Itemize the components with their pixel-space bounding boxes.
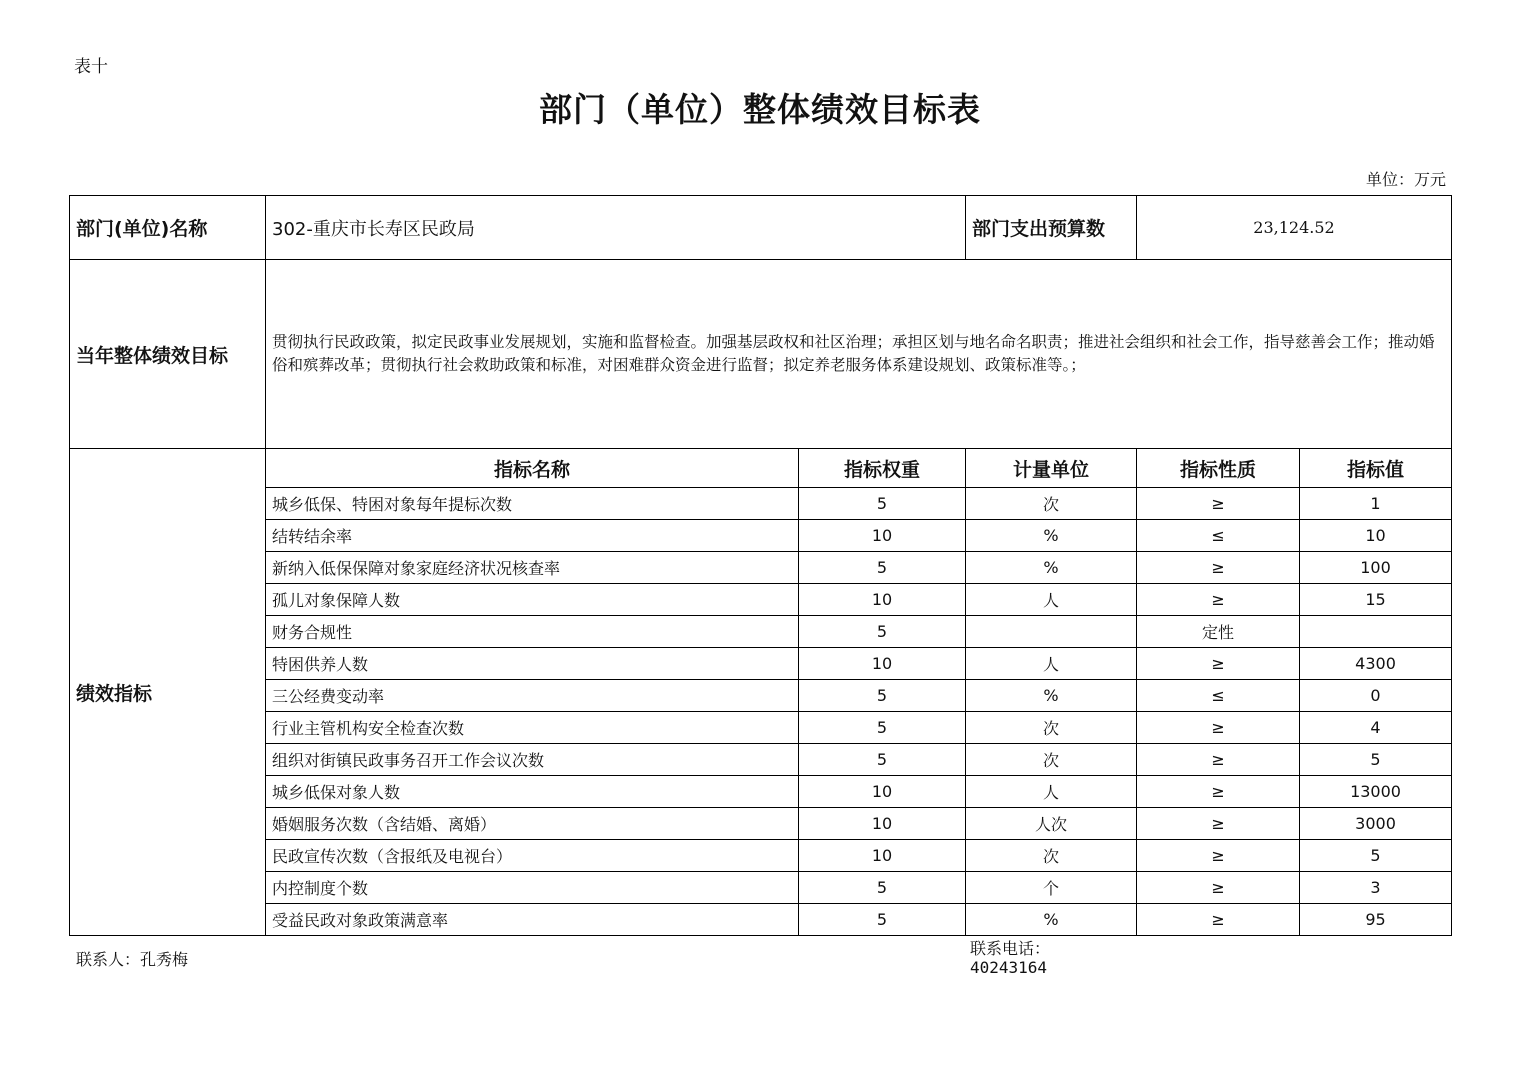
indicator-value: 10 [1300, 520, 1452, 552]
indicator-name: 婚姻服务次数（含结婚、离婚） [266, 808, 799, 840]
indicator-value: 5 [1300, 744, 1452, 776]
indicator-nature: ≥ [1137, 776, 1300, 808]
indicator-value: 1 [1300, 488, 1452, 520]
contact-phone-value: 40243164 [970, 958, 1048, 977]
indicator-name: 组织对街镇民政事务召开工作会议次数 [266, 744, 799, 776]
indicator-value: 13000 [1300, 776, 1452, 808]
indicator-weight: 10 [799, 648, 966, 680]
column-header-name: 指标名称 [266, 449, 799, 488]
indicator-row [70, 712, 1452, 744]
indicator-nature: ≥ [1137, 744, 1300, 776]
indicator-name: 内控制度个数 [266, 872, 799, 904]
indicator-row [70, 872, 1452, 904]
indicator-weight: 5 [799, 488, 966, 520]
indicator-nature: ≥ [1137, 712, 1300, 744]
indicator-value: 4300 [1300, 648, 1452, 680]
indicator-unit: 人次 [966, 808, 1137, 840]
indicator-weight: 10 [799, 808, 966, 840]
indicator-row [70, 584, 1452, 616]
indicator-name: 结转结余率 [266, 520, 799, 552]
indicator-nature: ≥ [1137, 872, 1300, 904]
indicator-unit: 人 [966, 584, 1137, 616]
column-header-weight: 指标权重 [799, 449, 966, 488]
indicator-weight: 10 [799, 840, 966, 872]
indicator-value: 95 [1300, 904, 1452, 936]
indicator-value: 100 [1300, 552, 1452, 584]
indicator-name: 孤儿对象保障人数 [266, 584, 799, 616]
indicator-unit: 个 [966, 872, 1137, 904]
indicator-nature: ≤ [1137, 680, 1300, 712]
indicator-unit: 次 [966, 840, 1137, 872]
dept-info-row [70, 196, 1452, 260]
indicator-unit: % [966, 552, 1137, 584]
indicator-nature: ≥ [1137, 552, 1300, 584]
indicator-unit [966, 616, 1137, 648]
unit-label: 单位：万元 [1365, 170, 1446, 189]
indicator-weight: 10 [799, 584, 966, 616]
indicator-row [70, 776, 1452, 808]
indicator-row [70, 648, 1452, 680]
budget-label: 部门支出预算数 [966, 196, 1137, 260]
indicator-nature: ≥ [1137, 488, 1300, 520]
indicator-nature: 定性 [1137, 616, 1300, 648]
indicator-row [70, 808, 1452, 840]
column-header-nature: 指标性质 [1137, 449, 1300, 488]
indicator-weight: 5 [799, 552, 966, 584]
indicator-value: 4 [1300, 712, 1452, 744]
indicator-value: 15 [1300, 584, 1452, 616]
indicator-unit: % [966, 904, 1137, 936]
page-title: 部门（单位）整体绩效目标表 [539, 90, 981, 129]
contact-person: 联系人：孔秀梅 [76, 950, 189, 969]
indicator-name: 新纳入低保保障对象家庭经济状况核查率 [266, 552, 799, 584]
performance-target-table [69, 195, 1452, 936]
indicator-row [70, 904, 1452, 936]
indicator-row [70, 680, 1452, 712]
indicator-name: 城乡低保对象人数 [266, 776, 799, 808]
goal-text: 贯彻执行民政政策，拟定民政事业发展规划，实施和监督检查。加强基层政权和社区治理；承担区划与地名命名职责；推进社会组织和社会工作，指导慈善会工作；推动婚俗和殡葬改革；贯彻执行社会救助政策和标准，对困难群众资金进行监督；拟定养老服务体系建设规划、政策标准等。； [266, 260, 1452, 449]
goal-row [70, 260, 1452, 449]
indicator-value [1300, 616, 1452, 648]
column-header-unit: 计量单位 [966, 449, 1137, 488]
column-header-value: 指标值 [1300, 449, 1452, 488]
indicator-value: 3 [1300, 872, 1452, 904]
indicator-weight: 5 [799, 616, 966, 648]
indicator-name: 三公经费变动率 [266, 680, 799, 712]
budget-value: 23,124.52 [1137, 196, 1452, 260]
indicator-nature: ≤ [1137, 520, 1300, 552]
indicator-name: 财务合规性 [266, 616, 799, 648]
indicator-weight: 5 [799, 904, 966, 936]
table-number-label: 表十 [74, 57, 108, 77]
indicator-unit: % [966, 520, 1137, 552]
indicator-value: 0 [1300, 680, 1452, 712]
indicator-row [70, 840, 1452, 872]
indicator-name: 民政宣传次数（含报纸及电视台） [266, 840, 799, 872]
indicator-nature: ≥ [1137, 808, 1300, 840]
indicator-value: 3000 [1300, 808, 1452, 840]
indicator-weight: 5 [799, 872, 966, 904]
goal-label: 当年整体绩效目标 [70, 260, 266, 449]
contact-phone-label: 联系电话： [970, 939, 1051, 958]
indicator-name: 城乡低保、特困对象每年提标次数 [266, 488, 799, 520]
indicator-row [70, 616, 1452, 648]
indicator-name: 受益民政对象政策满意率 [266, 904, 799, 936]
indicator-nature: ≥ [1137, 840, 1300, 872]
indicator-unit: % [966, 680, 1137, 712]
indicators-section-label: 绩效指标 [70, 449, 266, 936]
dept-name-label: 部门(单位)名称 [70, 196, 266, 260]
indicator-name: 特困供养人数 [266, 648, 799, 680]
indicator-weight: 5 [799, 744, 966, 776]
indicator-unit: 次 [966, 744, 1137, 776]
indicator-unit: 人 [966, 648, 1137, 680]
indicator-nature: ≥ [1137, 904, 1300, 936]
indicator-header-row [70, 449, 1452, 488]
indicator-nature: ≥ [1137, 648, 1300, 680]
indicator-weight: 5 [799, 680, 966, 712]
dept-name-value: 302-重庆市长寿区民政局 [266, 196, 966, 260]
indicator-unit: 次 [966, 712, 1137, 744]
indicator-row [70, 552, 1452, 584]
indicator-weight: 10 [799, 520, 966, 552]
indicator-row [70, 744, 1452, 776]
indicator-weight: 5 [799, 712, 966, 744]
indicator-value: 5 [1300, 840, 1452, 872]
indicator-weight: 10 [799, 776, 966, 808]
indicator-nature: ≥ [1137, 584, 1300, 616]
indicator-unit: 次 [966, 488, 1137, 520]
indicator-unit: 人 [966, 776, 1137, 808]
indicator-row [70, 488, 1452, 520]
indicator-name: 行业主管机构安全检查次数 [266, 712, 799, 744]
indicator-row [70, 520, 1452, 552]
